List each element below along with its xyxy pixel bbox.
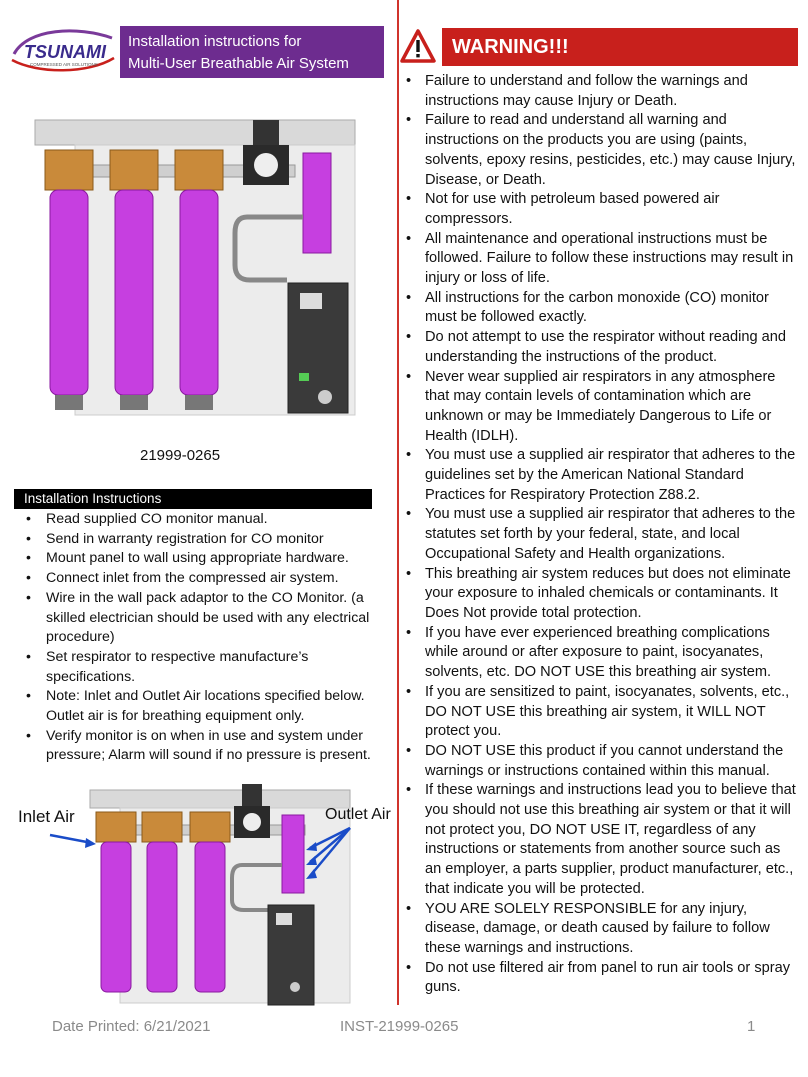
column-divider: [397, 0, 399, 1005]
document-header: [120, 26, 384, 78]
warning-title: WARNING!!!: [442, 28, 798, 66]
installation-title: Installation Instructions: [14, 489, 372, 509]
list-item: • You must use a supplied air respirator that adheres to the guidelines set by the American National Standard Practices for Respiratory Protection Z88.2.: [404, 446, 800, 505]
header-line-2: Multi-User Breathable Air System: [128, 55, 349, 72]
list-item: • Send in warranty registration for CO monitor: [20, 530, 390, 550]
warning-icon: [400, 29, 436, 63]
list-item: • Read supplied CO monitor manual.: [20, 510, 390, 530]
footer-date: Date Printed: 6/21/2021: [52, 1018, 211, 1035]
header-line-1: Installation instructions for: [128, 33, 302, 50]
part-number: 21999-0265: [140, 447, 221, 464]
list-item: • Note: Inlet and Outlet Air locations specified below. Outlet air is for breathing equipment only.: [20, 687, 390, 726]
co-monitor: [288, 283, 348, 413]
outlet-air-label: Outlet Air: [325, 806, 391, 823]
outlet-manifold: [303, 153, 331, 253]
list-item: • All maintenance and operational instructions must be followed. Failure to follow these instructions may result in injury or loss of life.: [404, 230, 800, 289]
list-item: • Do not attempt to use the respirator without reading and understanding the instructions of the product.: [404, 328, 800, 367]
page-number: 1: [747, 1018, 756, 1035]
list-item: • Wire in the wall pack adaptor to the CO Monitor. (a skilled electrician should be used with any electrical procedure): [20, 589, 390, 648]
list-item: • You must use a supplied air respirator that adheres to the statutes set forth by your federal, state, and local Occupational Safety and Health organizations.: [404, 505, 800, 564]
warning-list: [404, 72, 800, 998]
list-item: • Do not use filtered air from panel to run air tools or spray guns.: [404, 959, 800, 998]
list-item: • Never wear supplied air respirators in any atmosphere that may contain levels of contamination which are unknown or may be Immediately Dangerous to Life or Health (IDLH).: [404, 368, 800, 447]
filter-1: [45, 150, 93, 410]
list-item: • If you are sensitized to paint, isocyanates, solvents, etc., DO NOT USE this breathing air system, it WILL NOT protect you.: [404, 683, 800, 742]
list-item: • DO NOT USE this product if you cannot understand the warnings or instructions contained within this manual.: [404, 742, 800, 781]
tsunami-logo: [8, 24, 118, 76]
list-item: • Verify monitor is on when in use and system under pressure; Alarm will sound if no pressure is present.: [20, 727, 390, 766]
list-item: • If these warnings and instructions lead you to believe that you should not use this breathing air system or that it will not protect you, DO NOT USE IT, regardless of any instructions or statements from another source such as an employer, a parts supplier, product manufacturer, etc., that indicate you will be protected.: [404, 781, 800, 899]
list-item: • Failure to read and understand all warning and instructions on the products you are using (paints, solvents, epoxy resins, pesticides, etc.) may cause Injury, Disease, or Death.: [404, 111, 800, 190]
filter-2: [110, 150, 158, 410]
logo-tagline: COMPRESSED AIR SOLUTIONS: [30, 62, 98, 67]
inlet-air-label: Inlet Air: [18, 807, 75, 826]
list-item: • All instructions for the carbon monoxide (CO) monitor must be followed exactly.: [404, 289, 800, 328]
list-item: • YOU ARE SOLELY RESPONSIBLE for any injury, disease, damage, or death caused by failure to follow these warnings and instructions.: [404, 900, 800, 959]
list-item: • This breathing air system reduces but does not eliminate your exposure to inhaled chemicals or contaminants. It Does Not provide total protection.: [404, 565, 800, 624]
list-item: • Set respirator to respective manufacture’s specifications.: [20, 648, 390, 687]
list-item: • Connect inlet from the compressed air system.: [20, 569, 390, 589]
installation-list: [20, 510, 390, 766]
list-item: • Failure to understand and follow the warnings and instructions may cause Injury or Death.: [404, 72, 800, 111]
inlet-outlet-diagram: [10, 780, 402, 1010]
filter-3: [175, 150, 223, 410]
product-photo: [25, 115, 365, 440]
list-item: • Mount panel to wall using appropriate hardware.: [20, 549, 390, 569]
list-item: • Not for use with petroleum based powered air compressors.: [404, 190, 800, 229]
logo-brand: TSUNAMI: [24, 42, 106, 62]
list-item: • If you have ever experienced breathing complications while around or after exposure to paint, isocyanates, solvents, etc. DO NOT USE this breathing air system.: [404, 624, 800, 683]
footer-doc-id: INST-21999-0265: [340, 1018, 459, 1035]
